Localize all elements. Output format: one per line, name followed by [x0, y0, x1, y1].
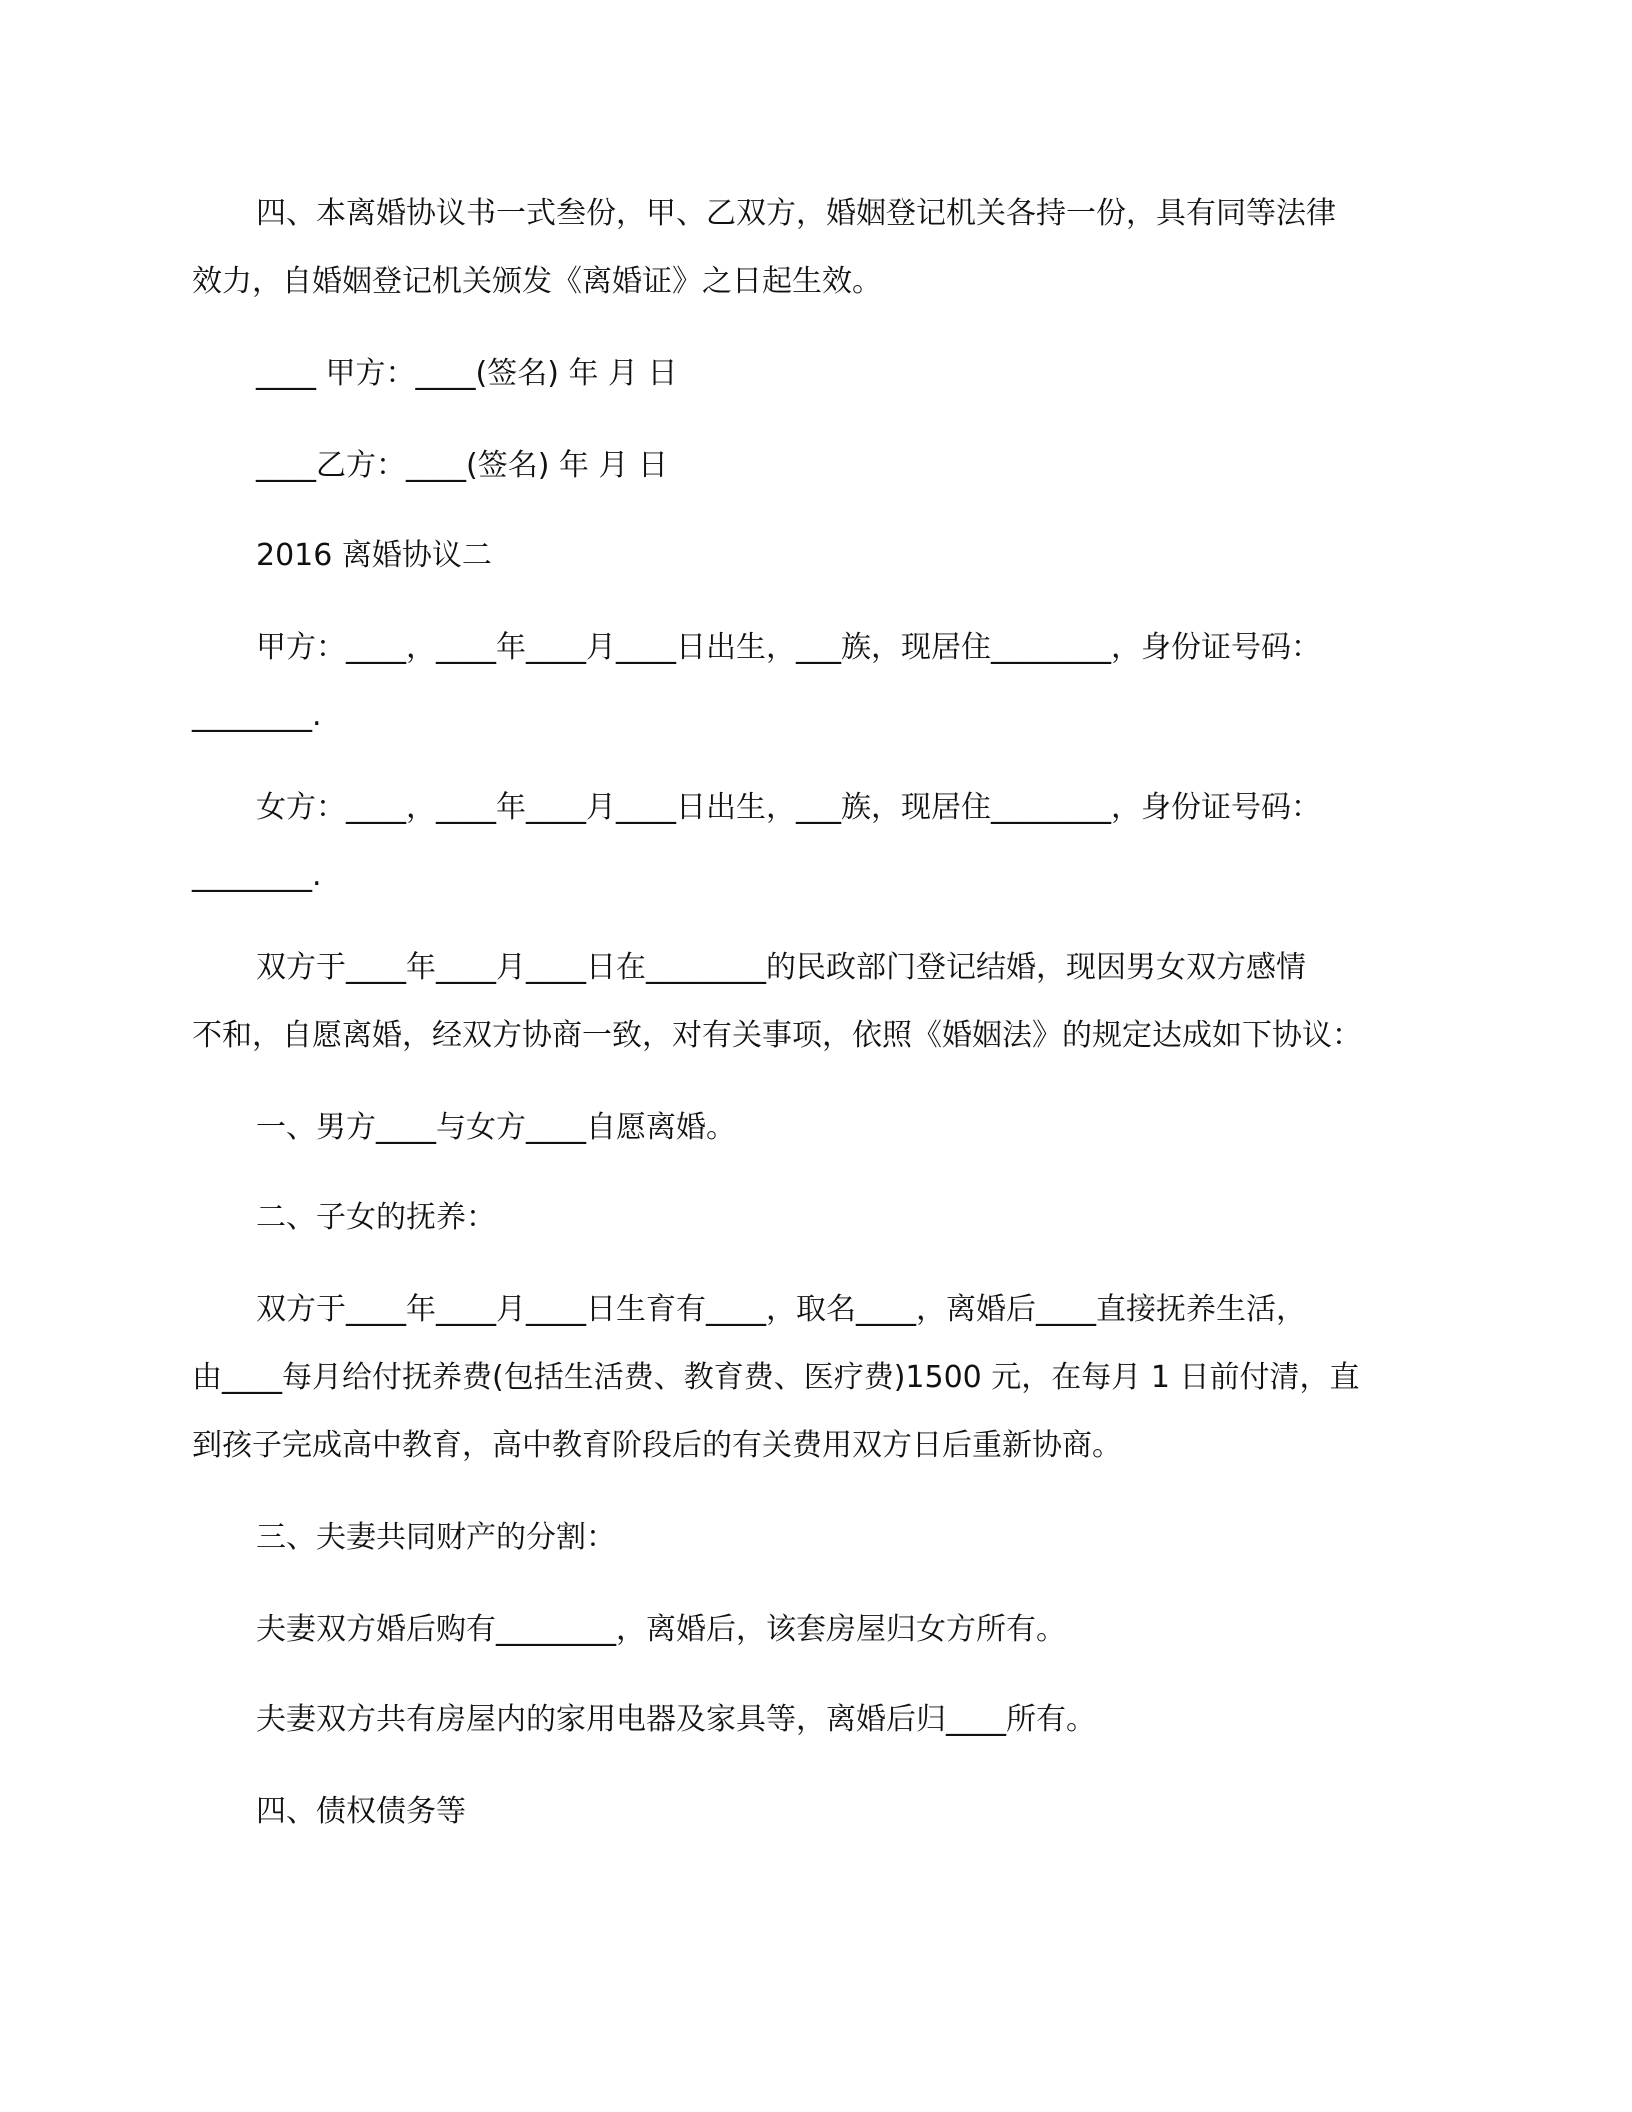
- paragraph-line: 夫妻双方共有房屋内的家用电器及家具等，离婚后归____所有。: [256, 1702, 1096, 1737]
- party-b-id-line: ________.: [192, 858, 322, 893]
- paragraph-line: 不和，自愿离婚，经双方协商一致，对有关事项，依照《婚姻法》的规定达成如下协议：: [192, 1018, 1362, 1053]
- paragraph-line: 到孩子完成高中教育，高中教育阶段后的有关费用双方日后重新协商。: [192, 1428, 1122, 1463]
- party-a-info-line: 甲方：____，____年____月____日出生，___族，现居住________，身份证号码：: [256, 630, 1321, 665]
- section-title: 2016 离婚协议二: [256, 538, 492, 573]
- party-a-id-line: ________.: [192, 698, 322, 733]
- paragraph-line: 双方于____年____月____日生育有____，取名____，离婚后____直接抚养生活，: [256, 1292, 1306, 1327]
- party-b-info-line: 女方：____，____年____月____日出生，___族，现居住________，身份证号码：: [256, 790, 1321, 825]
- signature-line-party-a: ____ 甲方：____(签名) 年 月 日: [256, 356, 678, 391]
- paragraph-line: 双方于____年____月____日在________的民政部门登记结婚，现因男女双方感情: [256, 950, 1306, 985]
- clause-title: 四、债权债务等: [256, 1794, 466, 1829]
- paragraph-line: 效力，自婚姻登记机关颁发《离婚证》之日起生效。: [192, 264, 882, 299]
- clause-title: 三、夫妻共同财产的分割：: [256, 1520, 616, 1555]
- paragraph-line: 夫妻双方婚后购有________，离婚后，该套房屋归女方所有。: [256, 1612, 1066, 1647]
- paragraph-line: 四、本离婚协议书一式叁份，甲、乙双方，婚姻登记机关各持一份，具有同等法律: [256, 196, 1336, 231]
- paragraph-line: 由____每月给付抚养费(包括生活费、教育费、医疗费)1500 元，在每月 1 日前付清，直: [192, 1360, 1360, 1395]
- signature-line-party-b: ____乙方：____(签名) 年 月 日: [256, 448, 669, 483]
- clause-line: 一、男方____与女方____自愿离婚。: [256, 1110, 736, 1145]
- clause-title: 二、子女的抚养：: [256, 1200, 496, 1235]
